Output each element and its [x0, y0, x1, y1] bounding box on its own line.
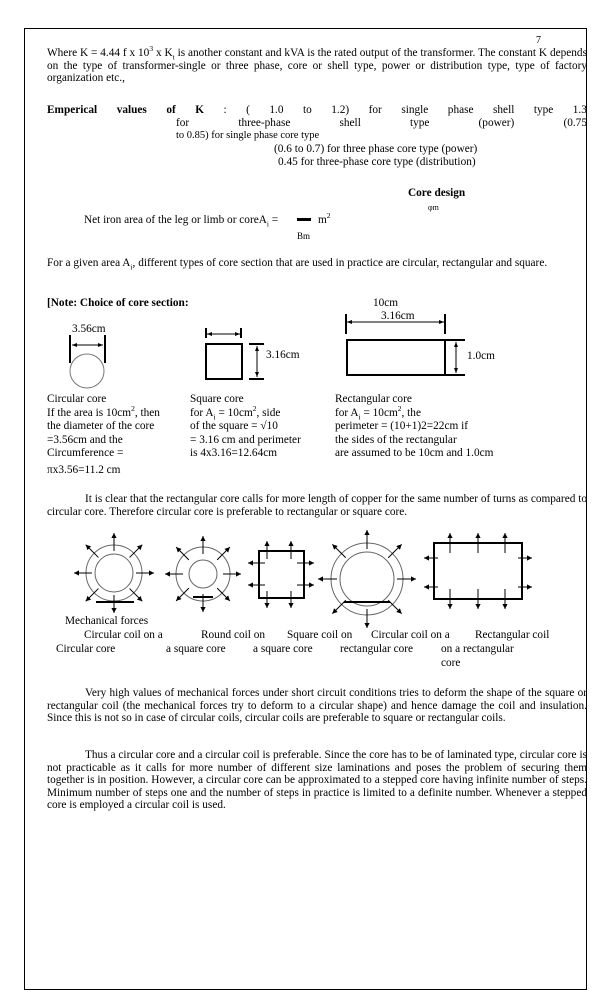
column-line: [190, 403, 301, 421]
force-label-4-line1: Circular coil on a: [371, 629, 450, 641]
word: type: [533, 104, 554, 116]
formula-text: Net iron area of the leg or limb or coreA: [84, 214, 267, 226]
superscript: 2: [397, 403, 402, 413]
column-line: Circumference =: [47, 447, 124, 459]
superscript: 2: [131, 403, 135, 413]
inner-coil-circle: [340, 552, 394, 606]
force-arrow-head: [502, 533, 507, 538]
text: for A: [190, 406, 214, 419]
rect-inner-label: 3.16cm: [381, 310, 415, 322]
word: 1.3: [572, 104, 587, 116]
formula-line: [84, 214, 278, 227]
forces-caption: Mechanical forces: [65, 615, 149, 627]
force-label-5-line2: on a rectangular: [441, 643, 514, 655]
force-arrow-head: [149, 570, 154, 575]
force-label-2-line2: a square core: [166, 643, 226, 655]
force-label-1-line2: Circular core: [56, 643, 116, 655]
column-line: perimeter = (10+1)2=22cm if: [335, 420, 468, 432]
word: (power): [478, 117, 515, 129]
force-arrow-head: [502, 604, 507, 609]
column-title: Circular core: [47, 393, 107, 405]
conclusion-paragraph: [47, 749, 587, 812]
section-text: For a given area A: [47, 257, 131, 269]
force-arrow-head: [74, 570, 79, 575]
intro-text: x K: [153, 47, 173, 59]
fraction-bar: [297, 218, 311, 221]
subscript: t: [172, 52, 175, 62]
column-line: =3.56cm and the: [47, 433, 123, 446]
column-line: = 3.16 cm and perimeter: [190, 433, 301, 446]
column-title: Rectangular core: [335, 393, 412, 405]
phi-symbol: φm: [428, 203, 439, 212]
text: , the: [401, 406, 421, 419]
force-arrow-head: [264, 603, 269, 608]
rect-height-label: 1.0cm: [467, 350, 495, 362]
column-line: πx3.56=11.2 cm: [47, 463, 121, 476]
paragraph-text: Thus a circular core and a circular coil is preferable. Since the core has to be of laminated type, circular core is not practicable as it calls for more number of different size laminations and poses the problem of securing them together is in position. However, a circular core can be approximated to a stepped core having infinite number of steps. Minimum number of steps one and the number of steps in practice is limited to a definite number. Whenever a stepped core is employed a circular coil is used.: [47, 749, 587, 812]
word: (0.75: [563, 117, 587, 129]
section-paragraph: [47, 257, 587, 270]
empirical-row-4: (0.6 to 0.7) for three phase core type (power): [274, 143, 478, 155]
column-line: is 4x3.16=12.64cm: [190, 447, 278, 459]
formula-text: =: [268, 214, 279, 226]
force-arrow-head: [111, 533, 116, 538]
word: :: [223, 104, 227, 116]
force-arrow-head: [318, 576, 323, 581]
force-arrow-head: [200, 536, 205, 541]
circle-dimension-label: 3.56cm: [72, 323, 106, 335]
note-heading: [Note: Choice of core section:: [47, 297, 189, 309]
inner-core-circle: [95, 554, 133, 592]
forces-paragraph: [47, 687, 587, 725]
force-label-5-line1: Rectangular coil: [475, 629, 550, 641]
force-arrow-head: [424, 555, 429, 560]
force-arrow-head: [527, 584, 532, 589]
superscript: 2: [326, 211, 331, 221]
intro-paragraph: [47, 44, 587, 85]
core-design-heading: Core design: [408, 187, 466, 199]
force-arrow-head: [111, 608, 116, 613]
force-arrow-head: [264, 541, 269, 546]
mechanical-forces-figure: [0, 525, 612, 625]
force-arrow-head: [288, 541, 293, 546]
copper-paragraph: [47, 493, 587, 518]
subscript: i: [213, 411, 216, 421]
inner-core-circle: [189, 560, 217, 588]
square-core-column: [190, 393, 301, 461]
paragraph-text: It is clear that the rectangular core calls for more length of copper for the same number of turns as compared to circular core. Therefore circular core is preferable to rectangular or square core.: [47, 493, 587, 518]
intro-text: is another constant and kVA is the rated output of the transformer. The: [174, 47, 496, 59]
empirical-row-1: [47, 104, 587, 117]
section-text: , different types of core section that are used in practice are circular, rectangular and square.: [132, 257, 548, 269]
column-line: are assumed to be 10cm and 1.0cm: [335, 447, 494, 459]
force-arrow-head: [364, 530, 369, 535]
superscript: 3: [149, 44, 154, 54]
force-arrow-head: [248, 560, 253, 565]
force-arrow-head: [447, 604, 452, 609]
word: (: [246, 104, 250, 116]
word: shell: [339, 117, 361, 129]
column-line: the sides of the rectangular: [335, 433, 457, 446]
force-arrow-head: [165, 571, 170, 576]
square-coil: [259, 551, 304, 598]
force-label-2-line1: Round coil on: [201, 629, 266, 641]
core-sections-figure: [0, 300, 612, 400]
word: for: [176, 117, 190, 129]
column-line: [335, 403, 493, 421]
force-label-3-line2: a square core: [253, 643, 313, 655]
paragraph-text: Very high values of mechanical forces under short circuit conditions tries to deform the shape of the square or rectangular coil (the mechanical forces try to deform to a circular shape) and hence damage the coil and insulation. Since this is not so in case of circular coils, circular coils are preferable to square or rectangular coils.: [47, 687, 587, 725]
empirical-label: of: [166, 104, 176, 116]
formula-denominator: Bm: [297, 231, 311, 241]
column-line: of the square = √10: [190, 420, 278, 432]
rectangular-core-diagram: [346, 314, 465, 375]
force-arrow-head: [288, 603, 293, 608]
force-arrow-head: [309, 582, 314, 587]
force-arrow-head: [200, 607, 205, 612]
word: to: [302, 104, 312, 116]
circular-core-column: [47, 393, 160, 477]
text: , side: [256, 406, 281, 419]
force-label-3-line1: Square coil on: [287, 629, 353, 641]
square-dimension-label: 3.16cm: [266, 349, 300, 361]
force-arrow-head: [411, 576, 416, 581]
rectangular-core-column: [335, 393, 493, 461]
empirical-row-2: [176, 117, 587, 130]
text: = 10cm: [360, 406, 398, 419]
text: If the area is 10cm: [47, 406, 132, 419]
intro-text: Where K = 4.44 f x 10: [47, 47, 150, 59]
empirical-label: K: [195, 104, 205, 116]
force-arrow-head: [236, 571, 241, 576]
column-title: Square core: [190, 393, 244, 405]
rect-width-label: 10cm: [373, 297, 399, 309]
circular-core-diagram: [70, 335, 105, 388]
force-arrow-head: [475, 604, 480, 609]
subscript: i: [130, 262, 133, 272]
word: for: [368, 104, 382, 116]
square-core-diagram: [206, 328, 264, 379]
word: type: [409, 117, 430, 129]
formula-unit: [318, 211, 331, 227]
word: three-phase: [238, 117, 291, 129]
subscript: i: [358, 411, 361, 421]
force-arrow-head: [424, 584, 429, 589]
unit-text: m: [318, 214, 327, 226]
word: phase: [447, 104, 474, 116]
word: 1.2): [331, 104, 350, 116]
force-arrow-head: [527, 555, 532, 560]
force-label-5-line3: core: [441, 657, 461, 669]
empirical-label: values: [116, 104, 147, 116]
word: single: [401, 104, 429, 116]
text: for A: [335, 406, 359, 419]
empirical-row-5: 0.45 for three-phase core type (distribution): [278, 156, 476, 168]
column-line: [47, 403, 160, 421]
text: , then: [134, 406, 160, 419]
subscript: i: [266, 219, 269, 229]
word: 1.0: [269, 104, 284, 116]
force-label-1-line1: Circular coil on a: [84, 629, 163, 641]
empirical-label: Emperical: [47, 104, 98, 116]
column-line: the diameter of the core: [47, 420, 155, 432]
intro-text: constant K depends on the type of transformer-single or three phase, core or shell type, power or distribution type, type of factory organization etc.,: [47, 47, 587, 85]
word: shell: [493, 104, 515, 116]
superscript: 2: [252, 403, 257, 413]
page-number: 7: [536, 35, 541, 46]
text: = 10cm: [215, 406, 253, 419]
force-arrow-head: [447, 533, 452, 538]
force-arrow-head: [248, 582, 253, 587]
force-arrow-head: [475, 533, 480, 538]
force-label-4-line2: rectangular core: [340, 643, 414, 655]
empirical-row-3: to 0.85) for single phase core type: [176, 130, 320, 141]
force-arrow-head: [309, 560, 314, 565]
